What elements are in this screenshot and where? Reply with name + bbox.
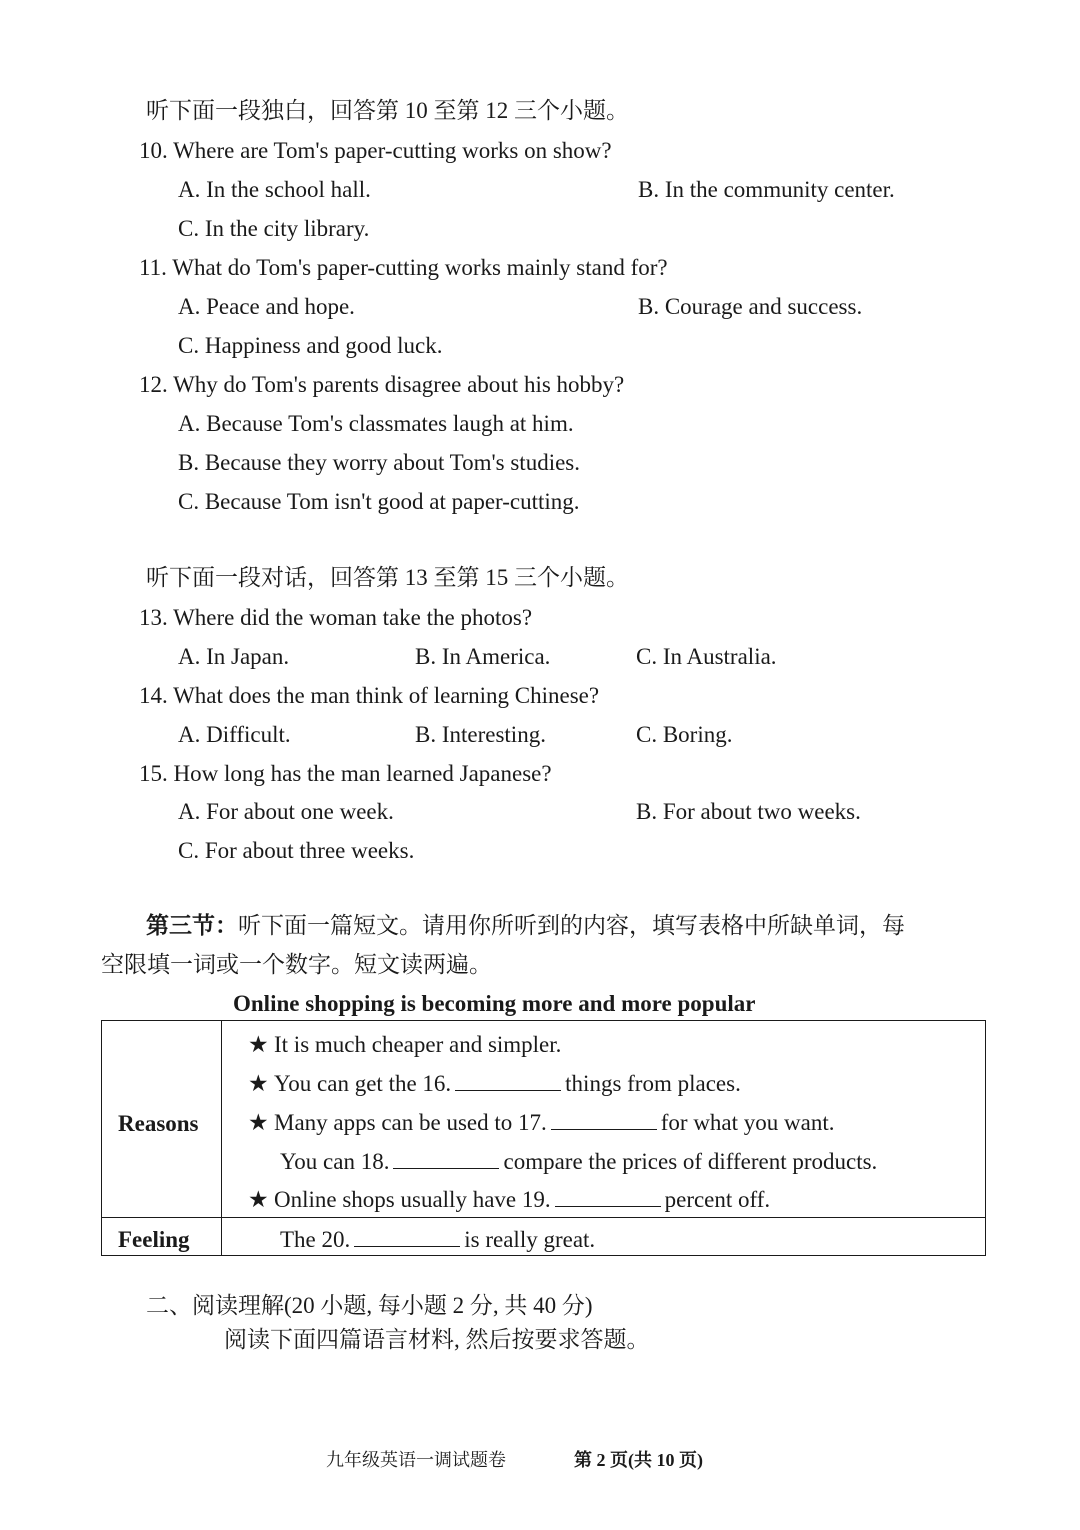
reason-2-post: things from places. bbox=[565, 1071, 741, 1096]
reason-5-pre: Online shops usually have 19. bbox=[274, 1187, 551, 1212]
reason-2-pre: You can get the 16. bbox=[274, 1071, 452, 1096]
option-13c: C. In Australia. bbox=[636, 644, 777, 669]
part2-title: 二、阅读理解(20 小题, 每小题 2 分, 共 40 分) bbox=[146, 1293, 593, 1318]
question-14: 14. What does the man think of learning Chinese? bbox=[139, 683, 600, 708]
option-11c: C. Happiness and good luck. bbox=[178, 333, 443, 358]
blank-19[interactable] bbox=[555, 1188, 661, 1207]
feeling-row bbox=[280, 1225, 595, 1255]
footer-exam-title: 九年级英语一调试题卷 bbox=[326, 1450, 506, 1470]
option-14b: B. Interesting. bbox=[415, 722, 546, 747]
table-horizontal-divider bbox=[102, 1217, 985, 1218]
table-title: Online shopping is becoming more and more popular bbox=[233, 991, 756, 1016]
star-icon: ★ bbox=[248, 1110, 269, 1135]
feeling-label: Feeling bbox=[118, 1227, 190, 1252]
option-15c: C. For about three weeks. bbox=[178, 838, 415, 863]
reason-3-post: for what you want. bbox=[660, 1110, 835, 1135]
reason-row-3 bbox=[248, 1108, 835, 1138]
blank-18[interactable] bbox=[393, 1150, 499, 1169]
info-table bbox=[101, 1020, 986, 1256]
option-12c: C. Because Tom isn't good at paper-cutting. bbox=[178, 489, 580, 514]
option-11a: A. Peace and hope. bbox=[178, 294, 355, 319]
footer-page-number: 第 2 页(共 10 页) bbox=[574, 1450, 703, 1470]
question-11: 11. What do Tom's paper-cutting works mainly stand for? bbox=[139, 255, 668, 280]
option-15a: A. For about one week. bbox=[178, 799, 394, 824]
reason-row-4 bbox=[280, 1147, 877, 1177]
section3-label: 第三节： bbox=[146, 913, 238, 938]
section3-instruction-line1 bbox=[146, 911, 905, 941]
reason-row-1 bbox=[248, 1030, 561, 1060]
reason-3-pre: Many apps can be used to 17. bbox=[274, 1110, 547, 1135]
option-14c: C. Boring. bbox=[636, 722, 733, 747]
option-12b: B. Because they worry about Tom's studies. bbox=[178, 450, 580, 475]
table-vertical-divider bbox=[221, 1021, 222, 1255]
reason-row-5 bbox=[248, 1185, 770, 1215]
option-11b: B. Courage and success. bbox=[638, 294, 863, 319]
reason-4-post: compare the prices of different products. bbox=[503, 1149, 878, 1174]
blank-17[interactable] bbox=[551, 1111, 657, 1130]
option-15b: B. For about two weeks. bbox=[636, 799, 861, 824]
reasons-label: Reasons bbox=[118, 1111, 199, 1136]
monologue-intro: 听下面一段独白，回答第 10 至第 12 三个小题。 bbox=[146, 98, 629, 123]
option-12a: A. Because Tom's classmates laugh at him. bbox=[178, 411, 574, 436]
question-10: 10. Where are Tom's paper-cutting works on show? bbox=[139, 138, 612, 163]
reason-5-post: percent off. bbox=[664, 1187, 771, 1212]
option-10b: B. In the community center. bbox=[638, 177, 895, 202]
feeling-post: is really great. bbox=[464, 1227, 596, 1252]
section3-instruction: 听下面一篇短文。请用你所听到的内容，填写表格中所缺单词，每 bbox=[238, 913, 905, 938]
option-10c: C. In the city library. bbox=[178, 216, 370, 241]
option-13a: A. In Japan. bbox=[178, 644, 290, 669]
blank-16[interactable] bbox=[455, 1072, 561, 1091]
question-13: 13. Where did the woman take the photos? bbox=[139, 605, 533, 630]
feeling-pre: The 20. bbox=[280, 1227, 351, 1252]
star-icon: ★ bbox=[248, 1071, 269, 1096]
reason-4-pre: You can 18. bbox=[280, 1149, 390, 1174]
question-15: 15. How long has the man learned Japanese? bbox=[139, 761, 552, 786]
option-14a: A. Difficult. bbox=[178, 722, 291, 747]
blank-20[interactable] bbox=[354, 1228, 460, 1247]
reason-row-2 bbox=[248, 1069, 741, 1099]
option-13b: B. In America. bbox=[415, 644, 551, 669]
part2-instruction: 阅读下面四篇语言材料, 然后按要求答题。 bbox=[224, 1327, 650, 1352]
question-12: 12. Why do Tom's parents disagree about his hobby? bbox=[139, 372, 625, 397]
star-icon: ★ bbox=[248, 1032, 269, 1057]
star-icon: ★ bbox=[248, 1187, 269, 1212]
dialogue-intro: 听下面一段对话，回答第 13 至第 15 三个小题。 bbox=[146, 565, 629, 590]
reason-1-text: It is much cheaper and simpler. bbox=[274, 1032, 562, 1057]
option-10a: A. In the school hall. bbox=[178, 177, 371, 202]
section3-instruction-line2: 空限填一词或一个数字。短文读两遍。 bbox=[101, 952, 492, 977]
